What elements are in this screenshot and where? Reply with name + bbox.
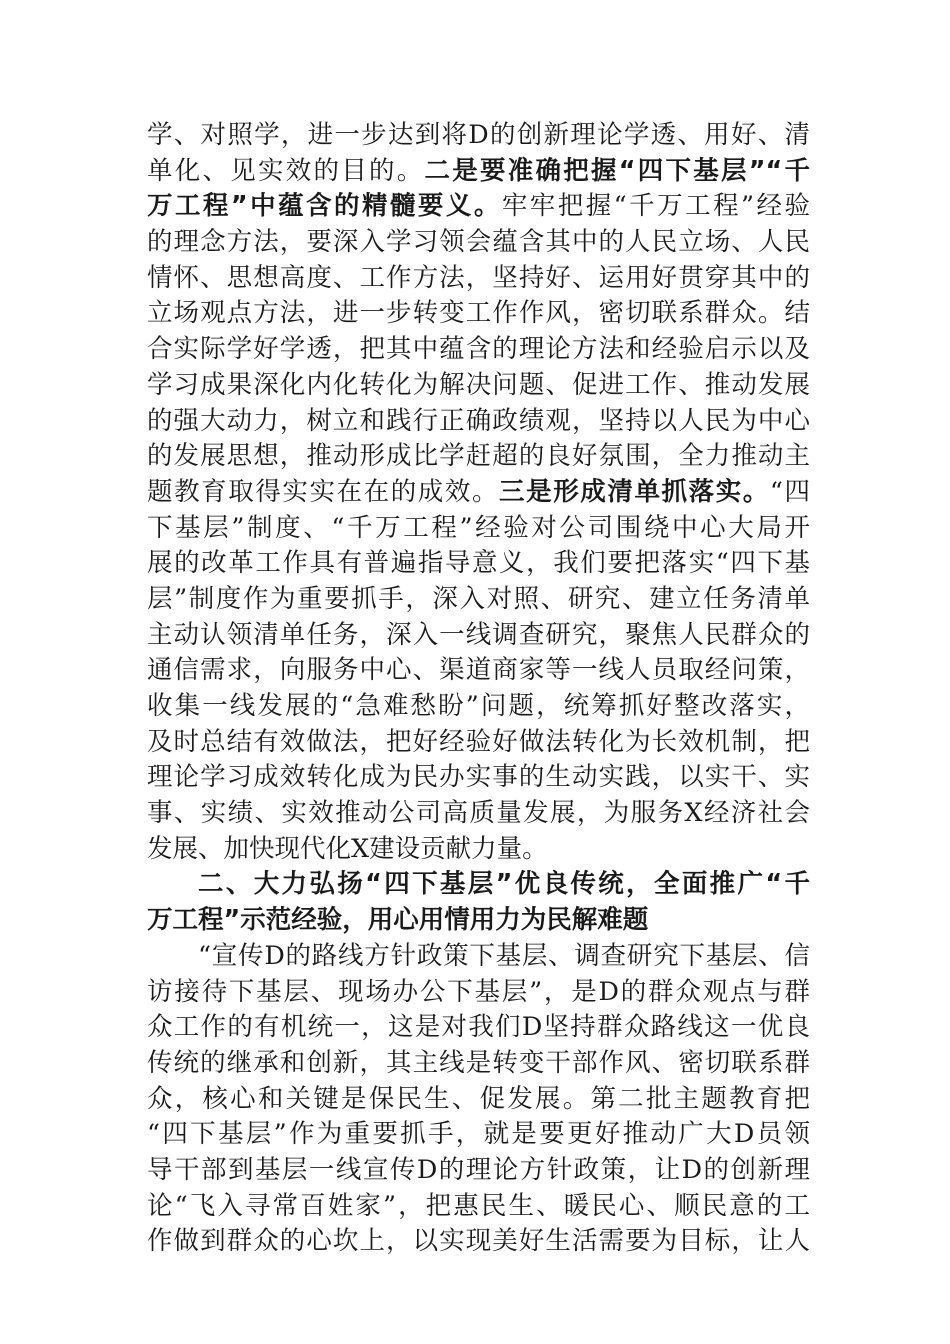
bold-phrase: 三是形成清单抓落实。 — [499, 476, 770, 507]
body-line — [147, 582, 810, 618]
text-run: 发展、加快现代化X建设贡献力量。 — [147, 833, 548, 864]
body-line — [147, 832, 810, 868]
paragraph-line: 作做到群众的心坎上，以实现美好生活需要为目标，让人 — [147, 1226, 810, 1257]
text-run: 立场观点方法，进一步转变工作作风，密切联系群众。结 — [147, 298, 810, 329]
body-line — [147, 475, 810, 511]
text-run: 主动认领清单任务，深入一线调查研究，聚焦人民群众的 — [147, 619, 810, 650]
section-heading: 二、大力弘扬“四下基层”优良传统，全面推广“千 — [198, 869, 810, 900]
body-line — [147, 689, 810, 725]
body-line — [147, 296, 810, 332]
paragraph-line: “四下基层”作为重要抓手，就是要更好推动广大D员领 — [147, 1119, 810, 1150]
body-line — [147, 439, 810, 475]
body-line — [147, 154, 810, 190]
text-run: 单化、见实效的目的。 — [147, 155, 425, 186]
text-run: 牢牢把握“千万工程”经验 — [501, 191, 810, 222]
text-run: 学习成果深化内化转化为解决问题、促进工作、推动发展 — [147, 369, 810, 400]
text-run: 收集一线发展的“急难愁盼”问题，统筹抓好整改落实， — [147, 691, 810, 721]
body-line — [147, 189, 810, 225]
text-run: 题教育取得实实在在的成效。 — [147, 476, 500, 507]
text-run: 事、实绩、实效推动公司高质量发展，为服务X经济社会 — [147, 798, 810, 829]
text-run: 展的改革工作具有普遍指导意义，我们要把落实“四下基 — [147, 548, 810, 579]
text-run: 理论学习成效转化成为民办实事的生动实践，以实干、实 — [147, 762, 810, 793]
text-run: 及时总结有效做法，把好经验好做法转化为长效机制，把 — [147, 726, 810, 757]
text-run: 的发展思想，推动形成比学赶超的良好氛围，全力推动主 — [147, 441, 810, 472]
paragraph-line: 众工作的有机统一，这是对我们D坚持群众路线这一优良 — [147, 1012, 810, 1043]
body-line — [147, 332, 810, 368]
section-heading: 万工程”示范经验，用心用情用力为民解难题 — [147, 905, 649, 936]
paragraph-line: 访接待下基层、现场办公下基层”，是D的群众观点与群 — [147, 976, 810, 1007]
body-line — [147, 725, 810, 761]
body-line — [147, 225, 810, 261]
body-line — [147, 368, 810, 404]
text-run: 学、对照学，进一步达到将D的创新理论学透、用好、清 — [147, 120, 810, 150]
document-body — [147, 118, 810, 1260]
bold-phrase: 二是要准确把握“四下基层”“千 — [424, 155, 810, 186]
text-run: 层”制度作为重要抓手，深入对照、研究、建立任务清单 — [147, 583, 810, 614]
text-run: 情怀、思想高度、工作方法，坚持好、运用好贯穿其中的 — [147, 262, 810, 293]
body-line — [147, 511, 810, 547]
body-line — [147, 796, 810, 832]
text-run: 的强大动力，树立和践行正确政绩观，坚持以人民为中心 — [147, 405, 810, 436]
body-line — [147, 404, 810, 440]
body-line — [147, 760, 810, 796]
paragraph-line: “宣传D的路线方针政策下基层、调查研究下基层、信 — [198, 940, 810, 971]
body-line — [147, 261, 810, 297]
text-run: 通信需求，向服务中心、渠道商家等一线人员取经问策， — [147, 655, 810, 686]
paragraph-line: 传统的继承和创新，其主线是转变干部作风、密切联系群 — [147, 1047, 810, 1078]
paragraph-line: 论“飞入寻常百姓家”，把惠民生、暖民心、顺民意的工 — [147, 1190, 810, 1221]
paragraph-line: 导干部到基层一线宣传D的理论方针政策，让D的创新理 — [147, 1154, 810, 1185]
text-run: 的理念方法，要深入学习领会蕴含其中的人民立场、人民 — [147, 227, 810, 258]
body-line — [147, 546, 810, 582]
body-line — [147, 118, 810, 154]
body-line — [147, 618, 810, 654]
text-run: “四 — [769, 476, 810, 507]
body-line — [147, 653, 810, 689]
text-run: 合实际学好学透，把其中蕴含的理论方法和经验启示以及 — [147, 334, 810, 365]
bold-phrase: 万工程”中蕴含的精髓要义。 — [147, 191, 502, 222]
text-run: 下基层”制度、“千万工程”经验对公司围绕中心大局开 — [147, 512, 810, 543]
paragraph-line: 众，核心和关键是保民生、促发展。第二批主题教育把 — [147, 1083, 810, 1114]
